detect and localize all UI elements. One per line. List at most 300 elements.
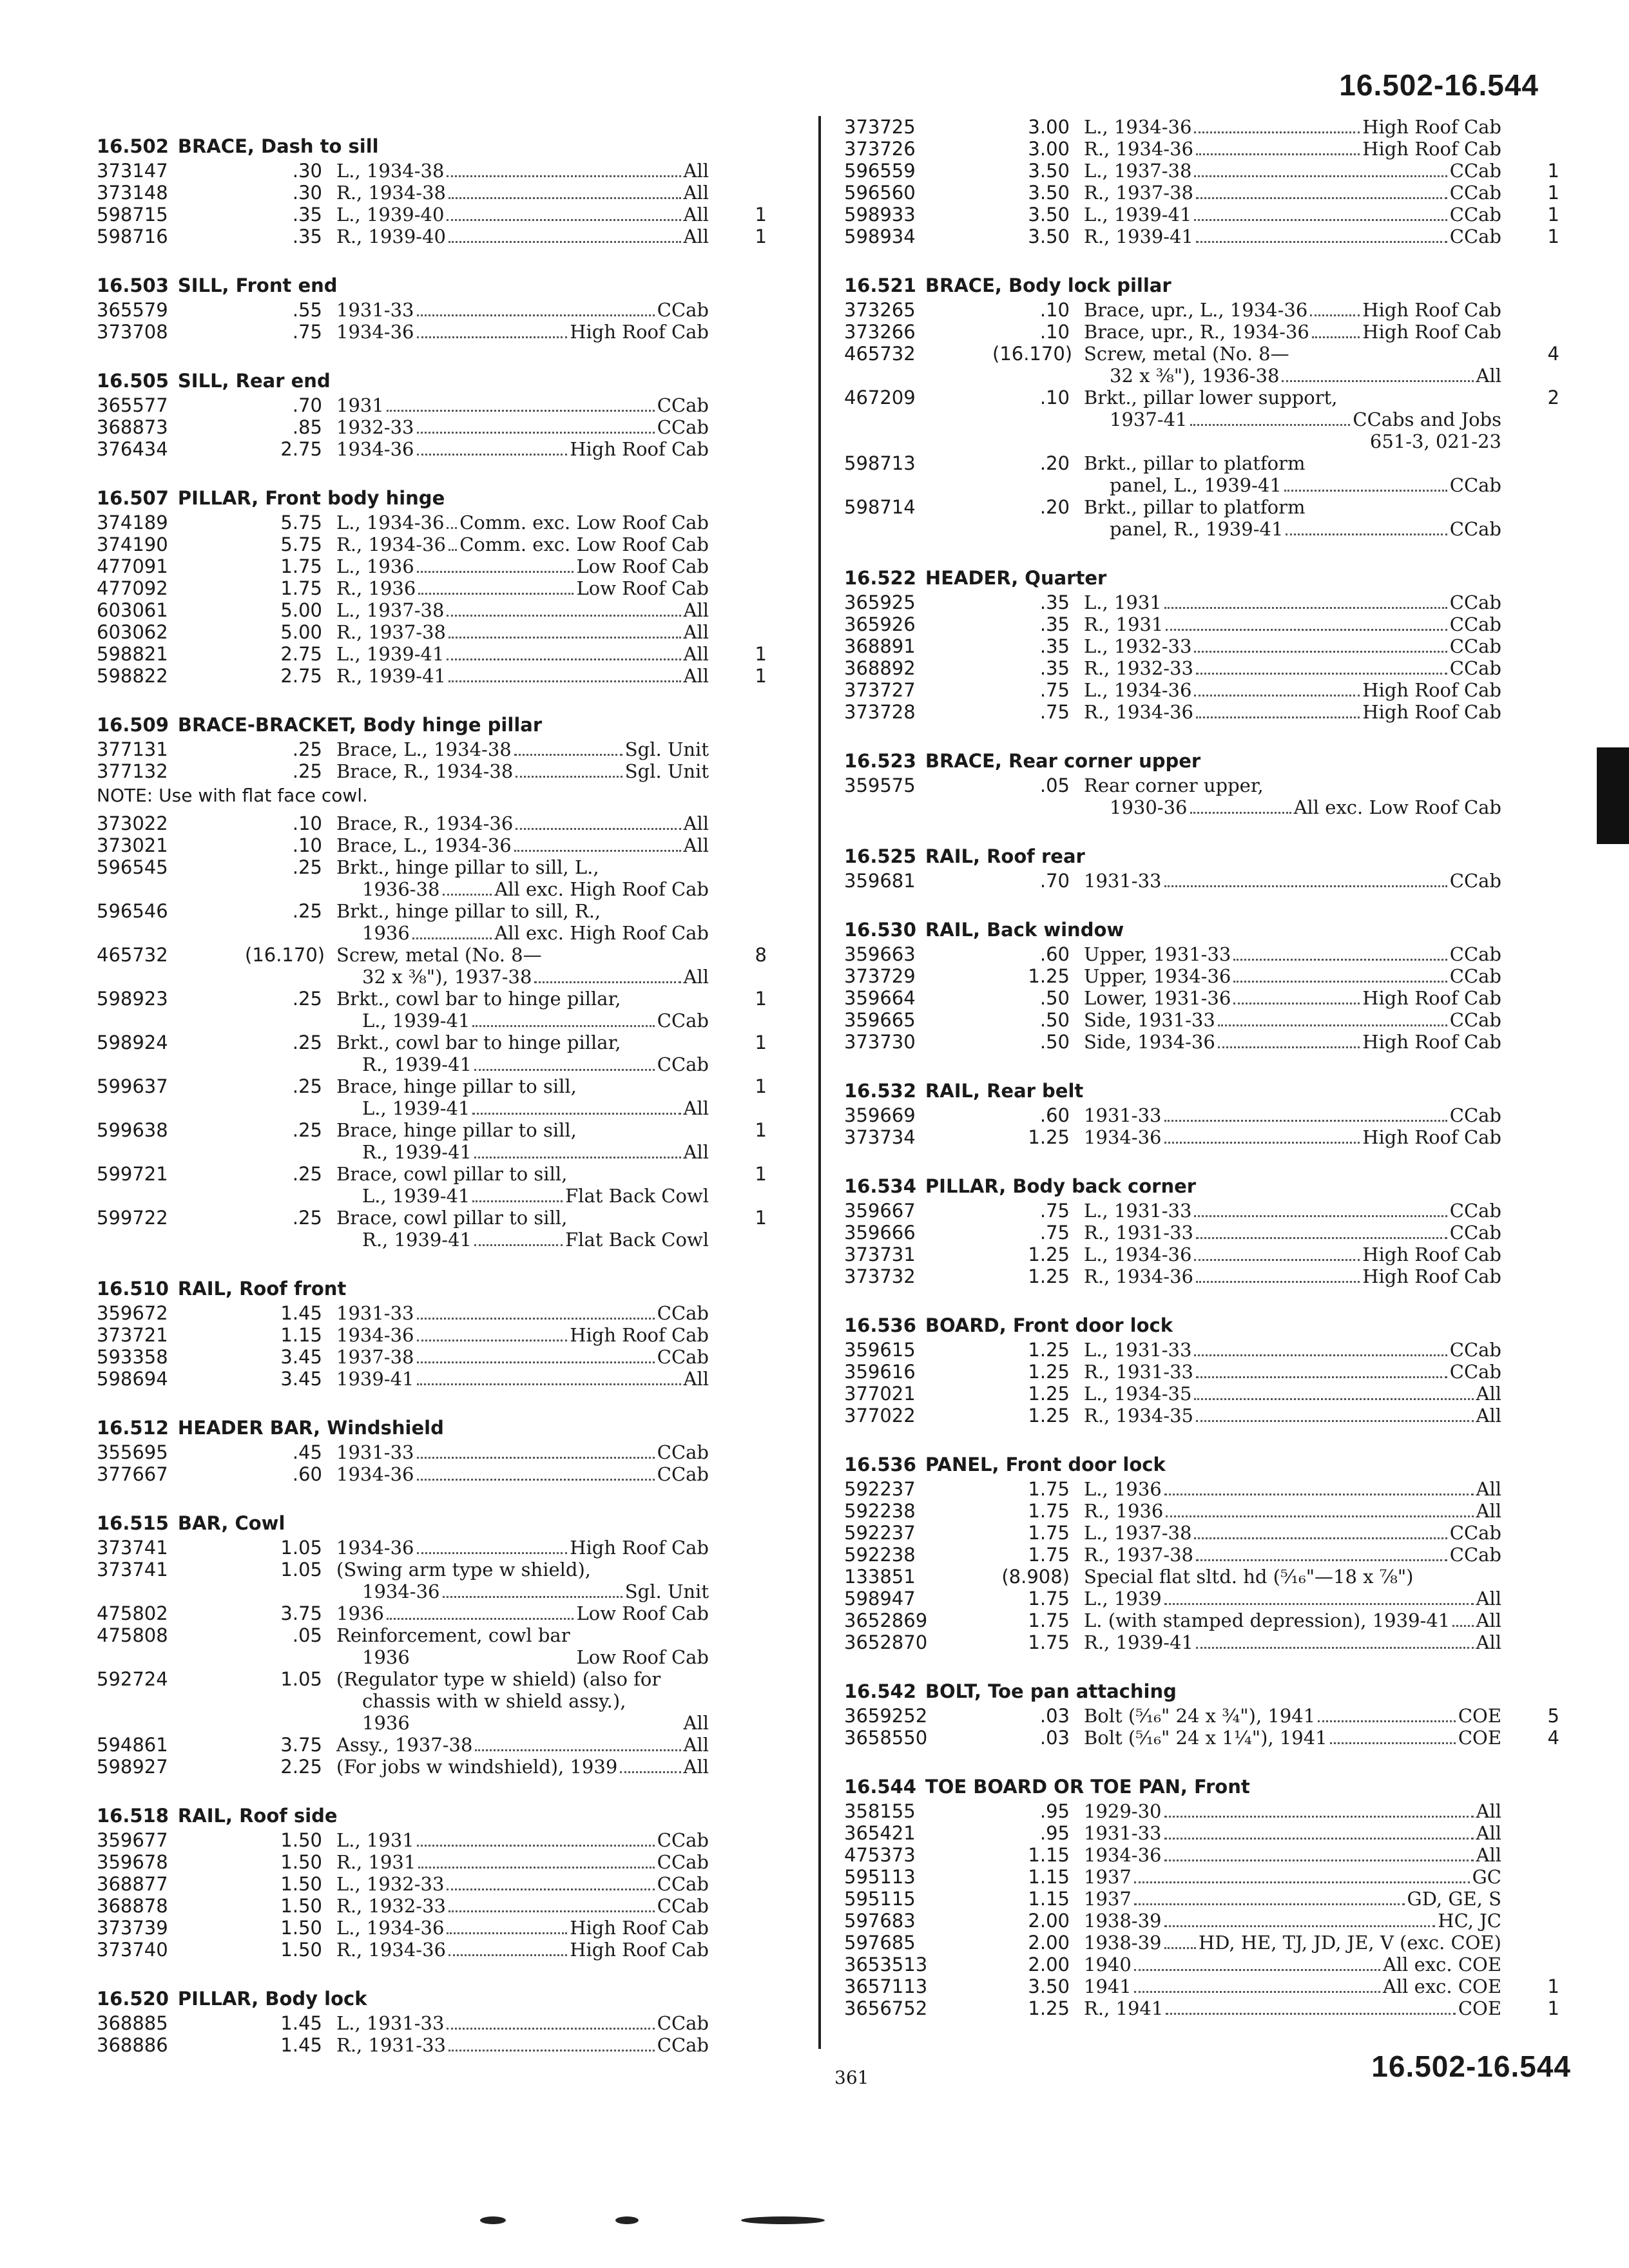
- part-row: [844, 1104, 1559, 1126]
- part-price: .35: [1039, 591, 1070, 613]
- catalog-section: [844, 1314, 1559, 1427]
- dot-leader: [1164, 1816, 1474, 1818]
- part-price: 1.25: [1028, 1997, 1070, 2019]
- dot-leader: [417, 336, 568, 338]
- application: All: [1476, 1478, 1501, 1500]
- description-text: R., 1939-41: [1084, 1631, 1193, 1653]
- part-description: [1084, 1997, 1501, 2019]
- description-text: Brace, R., 1934-38: [336, 760, 514, 782]
- application: CCab: [657, 1346, 709, 1368]
- description-line: [336, 1207, 709, 1229]
- application: All: [683, 1734, 709, 1756]
- part-price: 1.75: [280, 555, 322, 577]
- description-text: 1931-33: [336, 1441, 414, 1463]
- part-number: 373725: [844, 116, 916, 138]
- description-line: [336, 922, 709, 944]
- part-number: 596545: [97, 856, 168, 878]
- part-description: [336, 1829, 709, 1851]
- part-price: .35: [292, 226, 322, 247]
- description-text: L., 1939-41: [362, 1185, 470, 1207]
- application: GC: [1472, 1866, 1501, 1888]
- part-row: [844, 1705, 1559, 1727]
- dot-leader: [1233, 981, 1447, 983]
- part-description: [336, 533, 709, 555]
- part-price: 1.25: [1028, 1126, 1070, 1148]
- part-price: 2.00: [1028, 1910, 1070, 1932]
- application: High Roof Cab: [570, 1917, 709, 1939]
- description-line: [1084, 635, 1501, 657]
- dot-leader: [1194, 1354, 1447, 1356]
- description-line: [336, 856, 709, 878]
- page-header-range: 16.502-16.544: [1339, 68, 1539, 102]
- description-line: [1084, 591, 1501, 613]
- part-row: [844, 1031, 1559, 1053]
- part-price: 5.00: [280, 599, 322, 621]
- description-text: 1931-33: [336, 1302, 414, 1324]
- description-text: 1929-30: [1084, 1800, 1162, 1822]
- part-number: 595113: [844, 1866, 916, 1888]
- application: All: [683, 1368, 709, 1390]
- part-number: 3652869: [844, 1610, 928, 1631]
- application: CCab: [1449, 591, 1501, 613]
- part-description: [1084, 774, 1501, 818]
- section-number: 16.534: [844, 1175, 916, 1197]
- dot-leader: [1196, 1647, 1474, 1649]
- dot-leader: [448, 1910, 655, 1912]
- part-row: [97, 1602, 767, 1624]
- part-row: [97, 1668, 767, 1734]
- part-description: [1084, 1265, 1501, 1287]
- description-line: [336, 160, 709, 182]
- part-number: 377667: [97, 1463, 168, 1485]
- description-line: [336, 738, 709, 760]
- description-line: [336, 1917, 709, 1939]
- part-row: [844, 1383, 1559, 1405]
- dot-leader: [1196, 197, 1447, 199]
- description-line: [336, 438, 709, 460]
- part-description: [336, 760, 709, 782]
- part-description: [336, 1559, 709, 1602]
- part-price: 1.15: [1028, 1844, 1070, 1866]
- part-price: 1.75: [280, 577, 322, 599]
- dot-leader: [1164, 1925, 1436, 1927]
- description-line: [1084, 1566, 1501, 1588]
- description-line: [336, 1368, 709, 1390]
- description-text: panel, R., 1939-41: [1110, 518, 1284, 540]
- description-line: [1084, 138, 1501, 160]
- part-number: 598933: [844, 204, 916, 226]
- dot-leader: [1282, 380, 1473, 382]
- description-text: L., 1934-36: [336, 1917, 445, 1939]
- description-line: [336, 1851, 709, 1873]
- description-line: [336, 988, 709, 1010]
- application: All exc. COE: [1382, 1954, 1501, 1975]
- part-description: [1084, 496, 1501, 540]
- dot-leader: [447, 1888, 654, 1890]
- part-row: [844, 1478, 1559, 1500]
- part-description: [336, 1346, 709, 1368]
- part-description: [336, 643, 709, 665]
- description-text: Screw, metal (No. 8—: [1084, 343, 1289, 365]
- application: CCab: [1449, 226, 1501, 247]
- thumb-index-tab: [1597, 747, 1629, 844]
- dot-leader: [1164, 1142, 1360, 1144]
- application: High Roof Cab: [1362, 1265, 1501, 1287]
- part-description: [336, 1734, 709, 1756]
- part-price: 3.45: [280, 1346, 322, 1368]
- part-price: .10: [1039, 387, 1070, 408]
- part-price: .10: [292, 834, 322, 856]
- description-line: [1084, 679, 1501, 701]
- part-number: 368885: [97, 2012, 168, 2034]
- part-row: [97, 1851, 767, 1873]
- description-text: 1931: [336, 394, 384, 416]
- description-text: R., 1937-38: [336, 621, 446, 643]
- part-description: [1084, 679, 1501, 701]
- part-row: [844, 1588, 1559, 1610]
- description-text: 1936: [362, 1646, 410, 1668]
- dot-leader: [1452, 1625, 1473, 1627]
- dot-leader: [472, 1200, 563, 1202]
- part-description: [1084, 1222, 1501, 1244]
- part-row: [97, 226, 767, 247]
- section-number: 16.520: [97, 1988, 169, 2010]
- part-number: 376434: [97, 438, 168, 460]
- description-line: [336, 643, 709, 665]
- dot-leader: [448, 2050, 655, 2052]
- part-price: .25: [292, 988, 322, 1010]
- part-number: 3656752: [844, 1997, 928, 2019]
- part-row: [844, 1727, 1559, 1749]
- description-text: L., 1939-41: [1084, 204, 1192, 226]
- catalog-section: [97, 1988, 767, 2056]
- part-row: [97, 394, 767, 416]
- part-number: 599721: [97, 1163, 168, 1185]
- part-price: .25: [292, 760, 322, 782]
- application: All exc. High Roof Cab: [494, 922, 709, 944]
- part-description: [1084, 387, 1501, 452]
- description-line: [336, 2034, 709, 2056]
- application: Sgl. Unit: [624, 1581, 709, 1602]
- part-price: .25: [292, 1207, 322, 1229]
- quantity: 1: [1547, 204, 1559, 226]
- part-description: [1084, 613, 1501, 635]
- part-row: [97, 204, 767, 226]
- part-number: 598821: [97, 643, 168, 665]
- section-number: 16.518: [97, 1805, 169, 1827]
- part-description: [336, 1939, 709, 1961]
- application: CCab: [657, 1873, 709, 1895]
- description-line: [1084, 430, 1501, 452]
- dot-leader: [1196, 1559, 1447, 1561]
- description-line: [336, 577, 709, 599]
- part-price: (16.170): [992, 343, 1073, 365]
- description-text: 1937-38: [336, 1346, 414, 1368]
- dot-leader: [448, 197, 681, 199]
- part-row: [844, 657, 1559, 679]
- part-number: 477091: [97, 555, 168, 577]
- part-number: 598714: [844, 496, 916, 518]
- part-number: 358155: [844, 1800, 916, 1822]
- part-price: 3.50: [1028, 226, 1070, 247]
- description-line: [1084, 204, 1501, 226]
- dot-leader: [447, 175, 680, 177]
- part-row: [844, 138, 1559, 160]
- application: CCab: [1449, 943, 1501, 965]
- description-line: [1084, 518, 1501, 540]
- part-row: [844, 1932, 1559, 1954]
- part-row: [97, 1075, 767, 1119]
- part-description: [336, 416, 709, 438]
- application: COE: [1458, 1997, 1501, 2019]
- description-text: Special flat sltd. hd (⁵⁄₁₆"—18 x ⅞"): [1084, 1566, 1414, 1588]
- description-text: 1940: [1084, 1954, 1132, 1975]
- description-text: L., 1934-38: [336, 160, 445, 182]
- description-line: [1084, 1866, 1501, 1888]
- part-price: 1.45: [280, 2012, 322, 2034]
- part-number: 596546: [97, 900, 168, 922]
- part-description: [336, 834, 709, 856]
- section-title: [97, 135, 767, 157]
- part-number: 373148: [97, 182, 168, 204]
- catalog-section: [97, 135, 767, 247]
- part-price: .55: [292, 299, 322, 321]
- part-description: [1084, 701, 1501, 723]
- part-number: 592237: [844, 1478, 916, 1500]
- application: All: [1476, 1800, 1501, 1822]
- description-line: [336, 1829, 709, 1851]
- part-number: 359681: [844, 870, 916, 892]
- application: High Roof Cab: [570, 438, 709, 460]
- description-line: [1084, 1009, 1501, 1031]
- application: All: [683, 966, 709, 988]
- description-line: [336, 1163, 709, 1185]
- description-line: [1084, 452, 1501, 474]
- part-price: 1.50: [280, 1939, 322, 1961]
- dot-leader: [620, 1771, 680, 1773]
- application: All: [1476, 1610, 1501, 1631]
- description-line: [1084, 1888, 1501, 1910]
- part-description: [1084, 1588, 1501, 1610]
- description-line: [336, 226, 709, 247]
- description-text: Assy., 1937-38: [336, 1734, 473, 1756]
- description-line: [1084, 1822, 1501, 1844]
- application: Comm. exc. Low Roof Cab: [459, 533, 709, 555]
- section-name: BRACE-BRACKET, Body hinge pillar: [177, 714, 543, 736]
- part-number: 595115: [844, 1888, 916, 1910]
- part-price: 1.05: [280, 1537, 322, 1559]
- part-description: [336, 555, 709, 577]
- dot-leader: [1134, 1881, 1470, 1883]
- description-line: [336, 1229, 709, 1251]
- application: All: [683, 812, 709, 834]
- description-line: [336, 1690, 709, 1712]
- part-description: [1084, 1405, 1501, 1427]
- dot-leader: [1134, 1903, 1405, 1905]
- part-row: [844, 1222, 1559, 1244]
- description-text: 1934-36: [336, 438, 414, 460]
- part-price: 2.75: [280, 665, 322, 687]
- dot-leader: [1164, 1860, 1474, 1861]
- description-line: [336, 1602, 709, 1624]
- section-title: [844, 919, 1559, 941]
- description-line: [1084, 1631, 1501, 1653]
- part-description: [336, 1441, 709, 1463]
- description-text: Bolt (⁵⁄₁₆" 24 x 1¼"), 1941: [1084, 1727, 1327, 1749]
- part-row: [844, 1339, 1559, 1361]
- part-number: 3652870: [844, 1631, 928, 1653]
- section-name: RAIL, Roof front: [177, 1278, 347, 1300]
- dot-leader: [417, 314, 655, 316]
- description-line: [1084, 1244, 1501, 1265]
- dot-leader: [448, 1954, 567, 1956]
- dot-leader: [417, 1318, 655, 1320]
- part-number: 3659252: [844, 1705, 928, 1727]
- part-price: 1.25: [1028, 1405, 1070, 1427]
- catalog-section: [97, 1278, 767, 1390]
- part-number: 368891: [844, 635, 916, 657]
- scan-smudge: [615, 2216, 639, 2224]
- dot-leader: [1194, 1259, 1360, 1261]
- catalog-section: [844, 845, 1559, 892]
- description-line: [336, 900, 709, 922]
- catalog-section: [844, 1454, 1559, 1653]
- part-row: [844, 204, 1559, 226]
- part-price: 5.75: [280, 533, 322, 555]
- part-number: 373727: [844, 679, 916, 701]
- page-footer-range: 16.502-16.544: [1371, 2050, 1571, 2083]
- description-text: 1937: [1084, 1888, 1132, 1910]
- part-description: [1084, 299, 1501, 321]
- part-number: 596560: [844, 182, 916, 204]
- application: CCab: [1449, 613, 1501, 635]
- part-number: 3657113: [844, 1975, 928, 1997]
- dot-leader: [448, 241, 681, 243]
- section-name: BOARD, Front door lock: [925, 1314, 1173, 1336]
- part-price: 3.50: [1028, 160, 1070, 182]
- application: All exc. COE: [1382, 1975, 1501, 1997]
- dot-leader: [1312, 336, 1360, 338]
- part-description: [1084, 343, 1501, 387]
- application: All exc. Low Roof Cab: [1293, 796, 1501, 818]
- part-row: [97, 2034, 767, 2056]
- part-price: 1.15: [280, 1324, 322, 1346]
- description-line: [1084, 1844, 1501, 1866]
- description-line: [336, 299, 709, 321]
- description-line: [336, 1895, 709, 1917]
- part-row: [97, 1939, 767, 1961]
- part-price: 1.75: [1028, 1522, 1070, 1544]
- part-description: [1084, 116, 1501, 138]
- description-text: L., 1936: [1084, 1478, 1162, 1500]
- part-price: 1.25: [1028, 1383, 1070, 1405]
- description-line: [336, 1119, 709, 1141]
- description-line: [336, 1537, 709, 1559]
- application: All: [683, 182, 709, 204]
- dot-leader: [417, 432, 655, 434]
- quantity: 1: [755, 1119, 767, 1141]
- part-row: [844, 1544, 1559, 1566]
- description-line: [336, 1712, 709, 1734]
- part-description: [336, 988, 709, 1032]
- part-row: [844, 1265, 1559, 1287]
- dot-leader: [1164, 1603, 1474, 1605]
- dot-leader: [1286, 533, 1447, 535]
- part-number: 475802: [97, 1602, 168, 1624]
- part-row: [97, 1324, 767, 1346]
- description-text: 1938-39: [1084, 1910, 1162, 1932]
- description-line: [1084, 774, 1501, 796]
- description-line: [336, 321, 709, 343]
- description-text: Brkt., hinge pillar to sill, R.,: [336, 900, 601, 922]
- description-line: [1084, 1954, 1501, 1975]
- part-price: .25: [292, 856, 322, 878]
- dot-leader: [1134, 1991, 1380, 1993]
- description-text: 1934-36: [336, 1537, 414, 1559]
- description-text: R., 1939-41: [362, 1229, 472, 1251]
- part-price: .03: [1039, 1705, 1070, 1727]
- part-description: [1084, 1104, 1501, 1126]
- part-row: [844, 387, 1559, 452]
- description-text: R., 1934-36: [336, 1939, 446, 1961]
- dot-leader: [1164, 607, 1447, 609]
- application: All: [683, 643, 709, 665]
- section-name: TOE BOARD OR TOE PAN, Front: [925, 1776, 1250, 1798]
- description-text: Bolt (⁵⁄₁₆" 24 x ¾"), 1941: [1084, 1705, 1316, 1727]
- application: Low Roof Cab: [576, 555, 709, 577]
- part-price: 1.75: [1028, 1500, 1070, 1522]
- description-line: [336, 394, 709, 416]
- part-price: .03: [1039, 1727, 1070, 1749]
- part-price: .95: [1039, 1822, 1070, 1844]
- section-name: RAIL, Back window: [925, 919, 1124, 941]
- dot-leader: [475, 1749, 680, 1751]
- part-number: 359666: [844, 1222, 916, 1244]
- part-price: 3.00: [1028, 116, 1070, 138]
- description-line: [336, 1010, 709, 1032]
- description-line: [336, 1873, 709, 1895]
- dot-leader: [1164, 885, 1447, 887]
- description-line: [1084, 870, 1501, 892]
- quantity: 1: [755, 643, 767, 665]
- part-number: 603061: [97, 599, 168, 621]
- section-number: 16.507: [97, 487, 169, 509]
- part-row: [97, 1624, 767, 1668]
- section-name: RAIL, Rear belt: [925, 1080, 1084, 1102]
- application: CCab: [1449, 965, 1501, 987]
- application: Low Roof Cab: [576, 577, 709, 599]
- part-row: [844, 1975, 1559, 1997]
- dot-leader: [447, 219, 680, 221]
- part-number: 373726: [844, 138, 916, 160]
- dot-leader: [1164, 1947, 1196, 1949]
- part-description: [336, 1668, 709, 1734]
- part-price: 3.50: [1028, 182, 1070, 204]
- part-price: 3.75: [280, 1602, 322, 1624]
- part-description: [1084, 1822, 1501, 1844]
- part-row: [97, 512, 767, 533]
- section-title: [97, 1805, 767, 1827]
- application: CCab: [1449, 1339, 1501, 1361]
- description-text: L., 1939-41: [336, 643, 445, 665]
- part-row: [97, 599, 767, 621]
- description-text: Rear corner upper,: [1084, 774, 1264, 796]
- application: High Roof Cab: [1362, 321, 1501, 343]
- part-number: 377022: [844, 1405, 916, 1427]
- description-line: [1084, 226, 1501, 247]
- part-number: 359615: [844, 1339, 916, 1361]
- dot-leader: [448, 680, 681, 682]
